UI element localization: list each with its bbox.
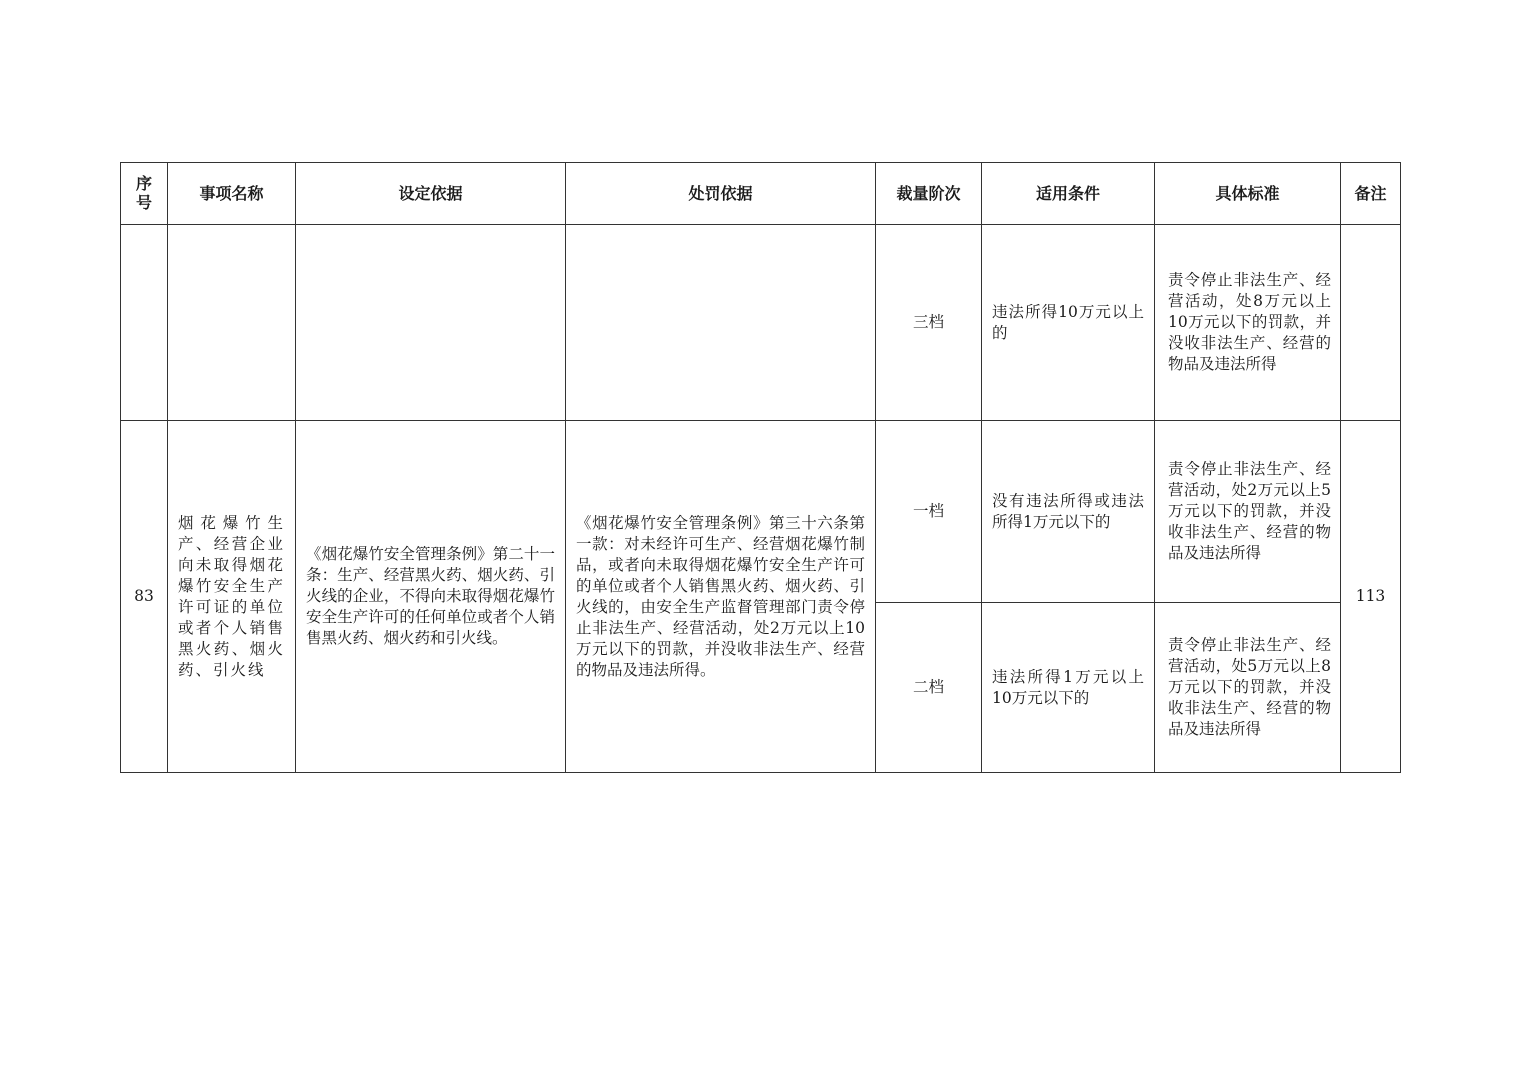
cell-remark: [1341, 421, 1401, 773]
cell-item-name: [168, 421, 296, 773]
cell-seq-empty: [121, 225, 168, 421]
header-remark: 备注: [1341, 163, 1401, 225]
cell-level: [876, 603, 982, 773]
header-penalty-basis: 处罚依据: [566, 163, 876, 225]
cell-item-name-empty: [168, 225, 296, 421]
table-row: [121, 225, 1401, 421]
level-text: 二档: [912, 678, 944, 696]
table-row: [121, 421, 1401, 603]
header-standard: 具体标准: [1155, 163, 1341, 225]
seq-number: 83: [134, 587, 154, 605]
header-level: 裁量阶次: [876, 163, 982, 225]
cell-penalty-basis-empty: [566, 225, 876, 421]
cell-condition: [982, 225, 1155, 421]
header-legal-basis: 设定依据: [296, 163, 566, 225]
condition-text: 违法所得1万元以上10万元以下的: [992, 667, 1144, 707]
legal-basis-text: 《烟花爆竹安全管理条例》第二十一条：生产、经营黑火药、烟火药、引火线的企业，不得向未取得烟花爆竹安全生产许可的任何单位或者个人销售黑火药、烟火药和引火线。: [306, 545, 555, 647]
penalty-standards-table: [120, 162, 1401, 773]
penalty-basis-text: 《烟花爆竹安全管理条例》第三十六条第一款：对未经许可生产、经营烟花爆竹制品，或者向未取得烟花爆竹安全生产许可的单位或者个人销售黑火药、烟火药、引火线的，由安全生产监督管理部门责令停止非法生产、经营活动，处2万元以上10万元以下的罚款，并没收非法生产、经营的物品及违法所得。: [576, 513, 865, 679]
cell-condition: [982, 421, 1155, 603]
cell-standard: [1155, 421, 1341, 603]
cell-seq: [121, 421, 168, 773]
standard-text: 责令停止非法生产、经营活动，处8万元以上10万元以下的罚款，并没收非法生产、经营的物品及违法所得: [1168, 271, 1331, 373]
remark-text: 113: [1355, 587, 1386, 605]
header-row: [121, 163, 1401, 225]
cell-legal-basis: [296, 421, 566, 773]
cell-penalty-basis: [566, 421, 876, 773]
cell-level: [876, 225, 982, 421]
level-text: 一档: [912, 502, 944, 520]
header-seq: 序号: [121, 163, 168, 225]
condition-text: 违法所得10万元以上的: [992, 302, 1144, 342]
cell-remark-empty: [1341, 225, 1401, 421]
header-item-name: 事项名称: [168, 163, 296, 225]
item-name-text: 烟花爆竹生产、经营企业向未取得烟花爆竹安全生产许可证的单位或者个人销售黑火药、烟火药、引火线: [178, 513, 285, 679]
cell-level: [876, 421, 982, 603]
standard-text: 责令停止非法生产、经营活动，处2万元以上5万元以下的罚款，并没收非法生产、经营的物品及违法所得: [1168, 460, 1331, 562]
standard-text: 责令停止非法生产、经营活动，处5万元以上8万元以下的罚款，并没收非法生产、经营的物品及违法所得: [1168, 636, 1331, 738]
level-text: 三档: [912, 313, 944, 331]
cell-legal-basis-empty: [296, 225, 566, 421]
cell-condition: [982, 603, 1155, 773]
cell-standard: [1155, 225, 1341, 421]
header-condition: 适用条件: [982, 163, 1155, 225]
condition-text: 没有违法所得或违法所得1万元以下的: [992, 491, 1144, 531]
cell-standard: [1155, 603, 1341, 773]
